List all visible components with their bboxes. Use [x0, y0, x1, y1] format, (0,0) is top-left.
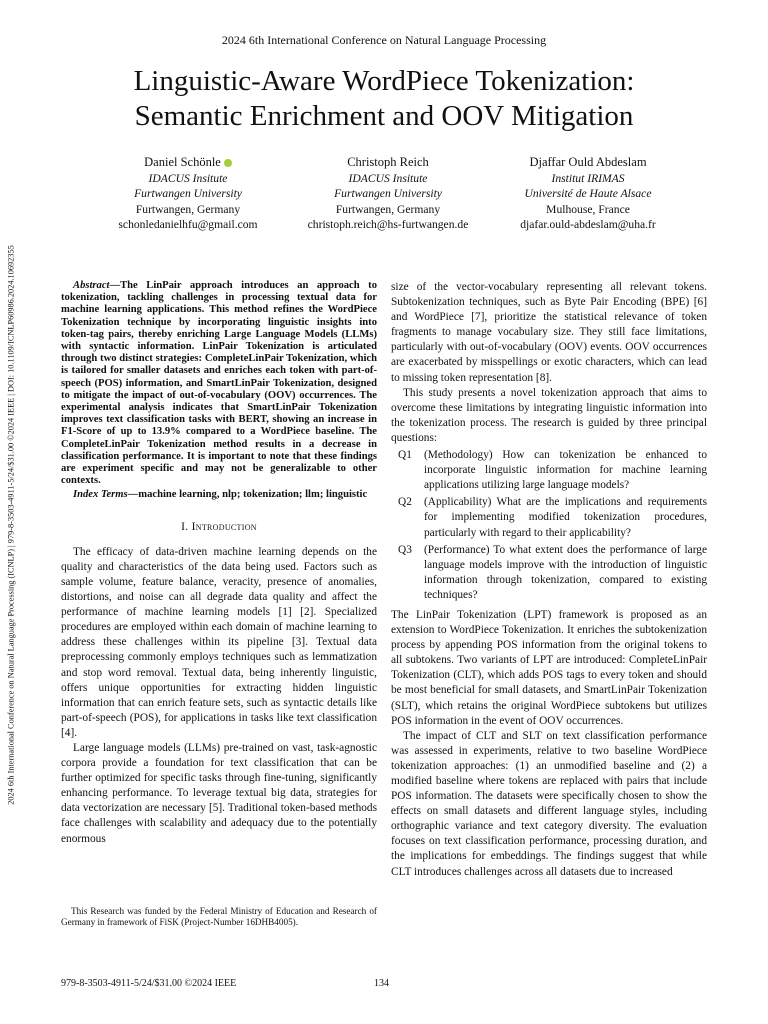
paper-title — [40, 64, 728, 134]
orcid-icon[interactable] — [224, 159, 232, 167]
author-email[interactable]: christoph.reich@hs-furtwangen.de — [307, 218, 469, 231]
intro-paragraph-2: Large language models (LLMs) pre-trained on vast, task-agnostic corpora provide a foundation for text classification that can be further optimized for specific tasks through fine-tuning, significantly enhancing performance. To leverage textual big data, strategies for data vectorization are necessary [5]. Traditional token-based methods face challenges with scalability and adequacy due to the potentially enormous — [61, 741, 377, 845]
conference-header: 2024 6th International Conference on Natural Language Processing — [221, 33, 547, 47]
side-doi-text: 2024 6th International Conference on Natural Language Processing (ICNLP) | 979-8-3503-4911-5/24/$31.00 ©2024 IEEE | DOI: 10.1109/ICNLP60986.2024.10692355 — [6, 245, 16, 805]
abstract-label: Abstract — [73, 280, 110, 291]
question-item: Q3 (Performance) To what extent does the performance of large language models improve with the introduction of linguistic information through tokenization, compared to existing techniques? — [398, 543, 707, 601]
author-org: Furtwangen University — [134, 187, 242, 200]
abstract-text: —The LinPair approach introduces an approach to tokenization, tackling challenges in processing textual data for machine learning applications. This method refines the WordPiece Tokenization technique by incorporating linguistic insights into token-tag pairs, thereby enriching Large Language Models (LLMs) with syntactic information. LinPair Tokenization is articulated through two distinct strategies: CompleteLinPair Tokenization, which is tailored for smaller datasets and enriches each token with part-of-speech (POS) information, and SmartLinPair Tokenization, designed to mitigate the impact of out-of-vocabulary (OOV) occurrences. The experimental analysis indicates that SmartLinPair Tokenization improves text classification tasks with BERT, showing an increase in F1-Score of up to 13.9% compared to a WordPiece baseline. The CompleteLinPair Tokenization method results in a decrease in classification performance. It is important to note that these findings are experiment specific and may not be generalizable to other contexts. — [61, 280, 377, 487]
author-dept: IDACUS Insitute — [348, 171, 428, 185]
author-dept: Institut IRIMAS — [551, 171, 625, 185]
footer-isbn: 979-8-3503-4911-5/24/$31.00 ©2024 IEEE — [61, 978, 237, 989]
page-number: 134 — [374, 978, 389, 989]
question-item: Q2 (Applicability) What are the implications and requirements for implementing modified tokenization procedures, particularly with regard to their applicability? — [398, 496, 707, 539]
index-terms-text: —machine learning, nlp; tokenization; llm; linguistic — [127, 489, 368, 501]
right-paragraph-2: This study presents a novel tokenization approach that aims to overcome these limitations by integrating linguistic information into the tokenization process. The research is guided by three principal questions: — [391, 386, 707, 444]
abstract — [61, 280, 377, 487]
side-doi-strip — [2, 160, 20, 890]
section-heading: I. Introduction — [181, 520, 257, 533]
author-location: Furtwangen, Germany — [335, 202, 441, 216]
author-1 — [88, 155, 288, 233]
question-item: Q1 (Methodology) How can tokenization be enhanced to incorporate linguistic information for machine learning applications utilizing large language models? — [398, 449, 707, 492]
author-block — [88, 155, 688, 233]
index-terms-label: Index Terms — [73, 489, 128, 501]
author-name: Djaffar Ould Abdeslam — [529, 155, 647, 169]
author-org: Université de Haute Alsace — [524, 187, 652, 200]
author-name: Christoph Reich — [347, 155, 429, 169]
intro-paragraph-1: The efficacy of data-driven machine learning depends on the quality and characteristics of the data being used. Factors such as sample volume, feature balance, veracity, presence of anomalies, distortions, and noise can all degrade data quality and affect the performance of machine learning models [1] [2]. Specialized procedures are employed within each domain of machine learning to address these challenges within its pipeline [3]. Textual data preprocessing commonly employs techniques such as lemmatization and stop word removal. Textual data, being inherently linguistic, offers unique opportunities for extracting hidden linguistic information that can enrich feature sets, such as syntactic details like part-of-speech (POS), for applications in tasks like text classification [4]. — [61, 545, 377, 739]
author-org: Furtwangen University — [334, 187, 442, 200]
title-line-1: Linguistic-Aware WordPiece Tokenization: — [133, 65, 635, 97]
author-3 — [488, 155, 688, 233]
author-email[interactable]: djafar.ould-abdeslam@uha.fr — [520, 218, 656, 231]
author-dept: IDACUS Insitute — [148, 171, 228, 185]
left-column — [61, 280, 377, 847]
author-location: Furtwangen, Germany — [135, 202, 241, 216]
index-terms — [61, 489, 377, 501]
author-location: Mulhouse, France — [546, 202, 630, 216]
author-email[interactable]: schonledanielhfu@gmail.com — [118, 218, 258, 231]
right-paragraph-1: size of the vector-vocabulary representing all relevant tokens. Subtokenization techniques, such as Byte Pair Encoding (BPE) [6] and WordPiece [7], prioritize the statistical relevance of token fragments to manage vocabulary size. They still face limitations, particularly with out-of-vocabulary (OOV) events. OOV occurrences are exacerbated by misspellings or exotic characters, which can lead to missing token representation [8]. — [391, 281, 707, 384]
right-column — [391, 280, 707, 880]
title-line-2: Semantic Enrichment and OOV Mitigation — [134, 100, 634, 132]
right-paragraph-4: The impact of CLT and SLT on text classification performance was assessed in experiments, relative to two baseline WordPiece tokenization approaches: (1) an unmodified baseline and (2) a modified baseline where tokens are replaced with pairs that include POS information. The datasets were specifically chosen to show the effects on small datasets and different language styles, including orthographic variance and text category diversity. The evaluation focuses on text classification performance, processing duration, and the implications for embeddings. The findings suggest that while CLT introduces challenges across all datasets due to increased — [391, 729, 707, 878]
author-name: Daniel Schönle — [88, 155, 288, 171]
funding-footnote: This Research was funded by the Federal Ministry of Education and Research of Germany in framework of FiSK (Project-Number 16DHB4005). — [61, 906, 377, 928]
author-2 — [288, 155, 488, 233]
right-paragraph-3: The LinPair Tokenization (LPT) framework is proposed as an extension to WordPiece Tokenization. It enriches the subtokenization process by appending POS information from the original tokens to all subtokens. Two variants of LPT are introduced: CompleteLinPair Tokenization (CLT), which adds POS tags to every token and should be most beneficial for small datasets, and SmartLinPair Tokenization (SLT), which retains the original WordPiece subtokens but utilizes POS information in the event of OOV occurrences. — [391, 608, 707, 727]
